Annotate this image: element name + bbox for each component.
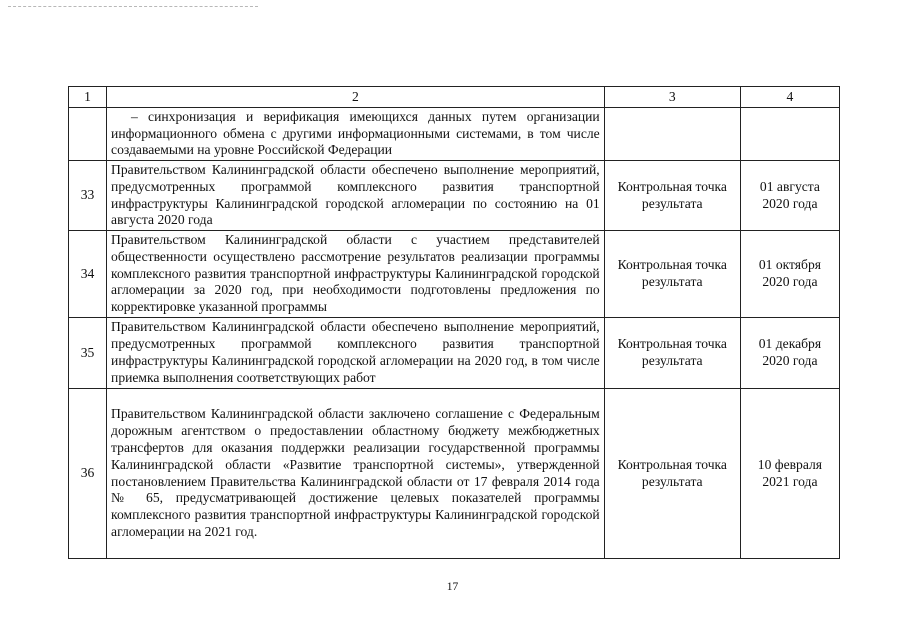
table-row: [69, 318, 840, 389]
table-row-continuation: [69, 108, 840, 161]
row-number-cell: 33: [69, 161, 107, 231]
row-type-cell: Контрольная точка результата: [604, 161, 740, 231]
table-header-row: [69, 87, 840, 108]
row-number-cell: 35: [69, 318, 107, 389]
table-row: [69, 231, 840, 318]
row-date-cell: 01 декабря 2020 года: [740, 318, 839, 389]
row-type-cell: Контрольная точка результата: [604, 231, 740, 318]
row-description-cell: Правительством Калининградской области заключено соглашение с Федеральным дорожным агентством о предоставлении областному бюджету межбюджетных трансфертов для оказания поддержки реализации государственной программы Калининградской области «Развитие транспортной системы», утвержденной постановлением Правительства Калининградской области от 17 февраля 2014 года № 65, предусматривающей достижение целевых показателей программы комплексного развития транспортной инфраструктуры Калининградской городской агломерации на 2021 год.: [107, 389, 605, 559]
row-date-cell: 01 октября 2020 года: [740, 231, 839, 318]
table-row: [69, 161, 840, 231]
row-date-cell: 10 февраля 2021 года: [740, 389, 839, 559]
header-cell-3: 3: [604, 87, 740, 108]
header-cell-1: 1: [69, 87, 107, 108]
row-description-cell: – синхронизация и верификация имеющихся данных путем организации информационного обмена с другими информационными системами, в том числе создаваемыми на уровне Российской Федерации: [107, 108, 605, 161]
control-points-table: [68, 86, 840, 559]
row-number-cell: 36: [69, 389, 107, 559]
scan-artifact-line: [8, 6, 258, 7]
row-type-cell: Контрольная точка результата: [604, 318, 740, 389]
row-date-cell: [740, 108, 839, 161]
row-type-cell: Контрольная точка результата: [604, 389, 740, 559]
row-number-cell: 34: [69, 231, 107, 318]
page-number: 17: [446, 581, 459, 593]
row-description-cell: Правительством Калининградской области обеспечено выполнение мероприятий, предусмотренных программой комплексного развития транспортной инфраструктуры Калининградской городской агломерации по состоянию на 01 августа 2020 года: [107, 161, 605, 231]
header-cell-4: 4: [740, 87, 839, 108]
row-number-cell: [69, 108, 107, 161]
row-description-cell: Правительством Калининградской области с участием представителей общественности осуществлено рассмотрение результатов реализации программы комплексного развития транспортной инфраструктуры Калининградской городской агломерации за 2020 год, при необходимости подготовлены предложения по корректировке указанной программы: [107, 231, 605, 318]
row-description-cell: Правительством Калининградской области обеспечено выполнение мероприятий, предусмотренных программой комплексного развития транспортной инфраструктуры Калининградской городской агломерации на 2020 год, в том числе приемка выполнения соответствующих работ: [107, 318, 605, 389]
row-type-cell: [604, 108, 740, 161]
row-date-cell: 01 августа 2020 года: [740, 161, 839, 231]
table-row: [69, 389, 840, 559]
header-cell-2: 2: [107, 87, 605, 108]
